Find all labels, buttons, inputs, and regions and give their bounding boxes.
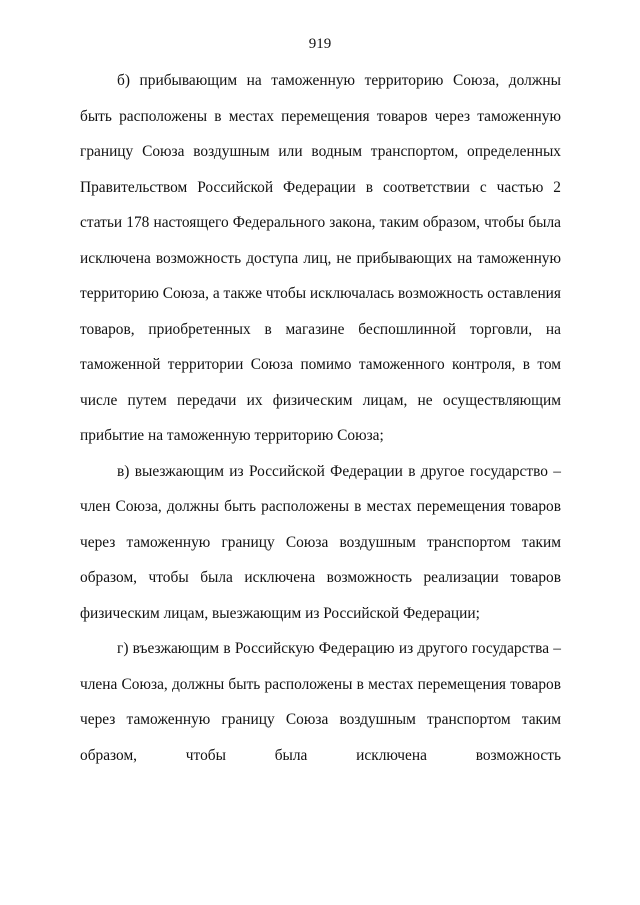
paragraph-b: б) прибывающим на таможенную территорию Союза, должны быть расположены в местах перемещения товаров через таможенную границу Союза воздушным или водным транспортом, определенных Правительством Российской Федерации в соответствии с частью 2 статьи 178 настоящего Федерального закона, таким образом, чтобы была исключена возможность доступа лиц, не прибывающих на таможенную территорию Союза, а также чтобы исключалась возможность оставления товаров, приобретенных в магазине беспошлинной торговли, на таможенной территории Союза помимо таможенного контроля, в том числе путем передачи их физическим лицам, не осуществляющим прибытие на таможенную территорию Союза; — [80, 72, 561, 444]
paragraph-g: г) въезжающим в Российскую Федерацию из другого государства – члена Союза, должны быть расположены в местах перемещения товаров через таможенную границу Союза воздушным транспортом таким образом, чтобы была исключена возможность — [80, 640, 561, 764]
paragraph-v: в) выезжающим из Российской Федерации в другое государство – член Союза, должны быть расположены в местах перемещения товаров через таможенную границу Союза воздушным транспортом таким образом, чтобы была исключена возможность реализации товаров физическим лицам, выезжающим из Российской Федерации; — [80, 462, 561, 622]
page-number: 919 — [308, 36, 332, 52]
document-body — [80, 63, 561, 773]
